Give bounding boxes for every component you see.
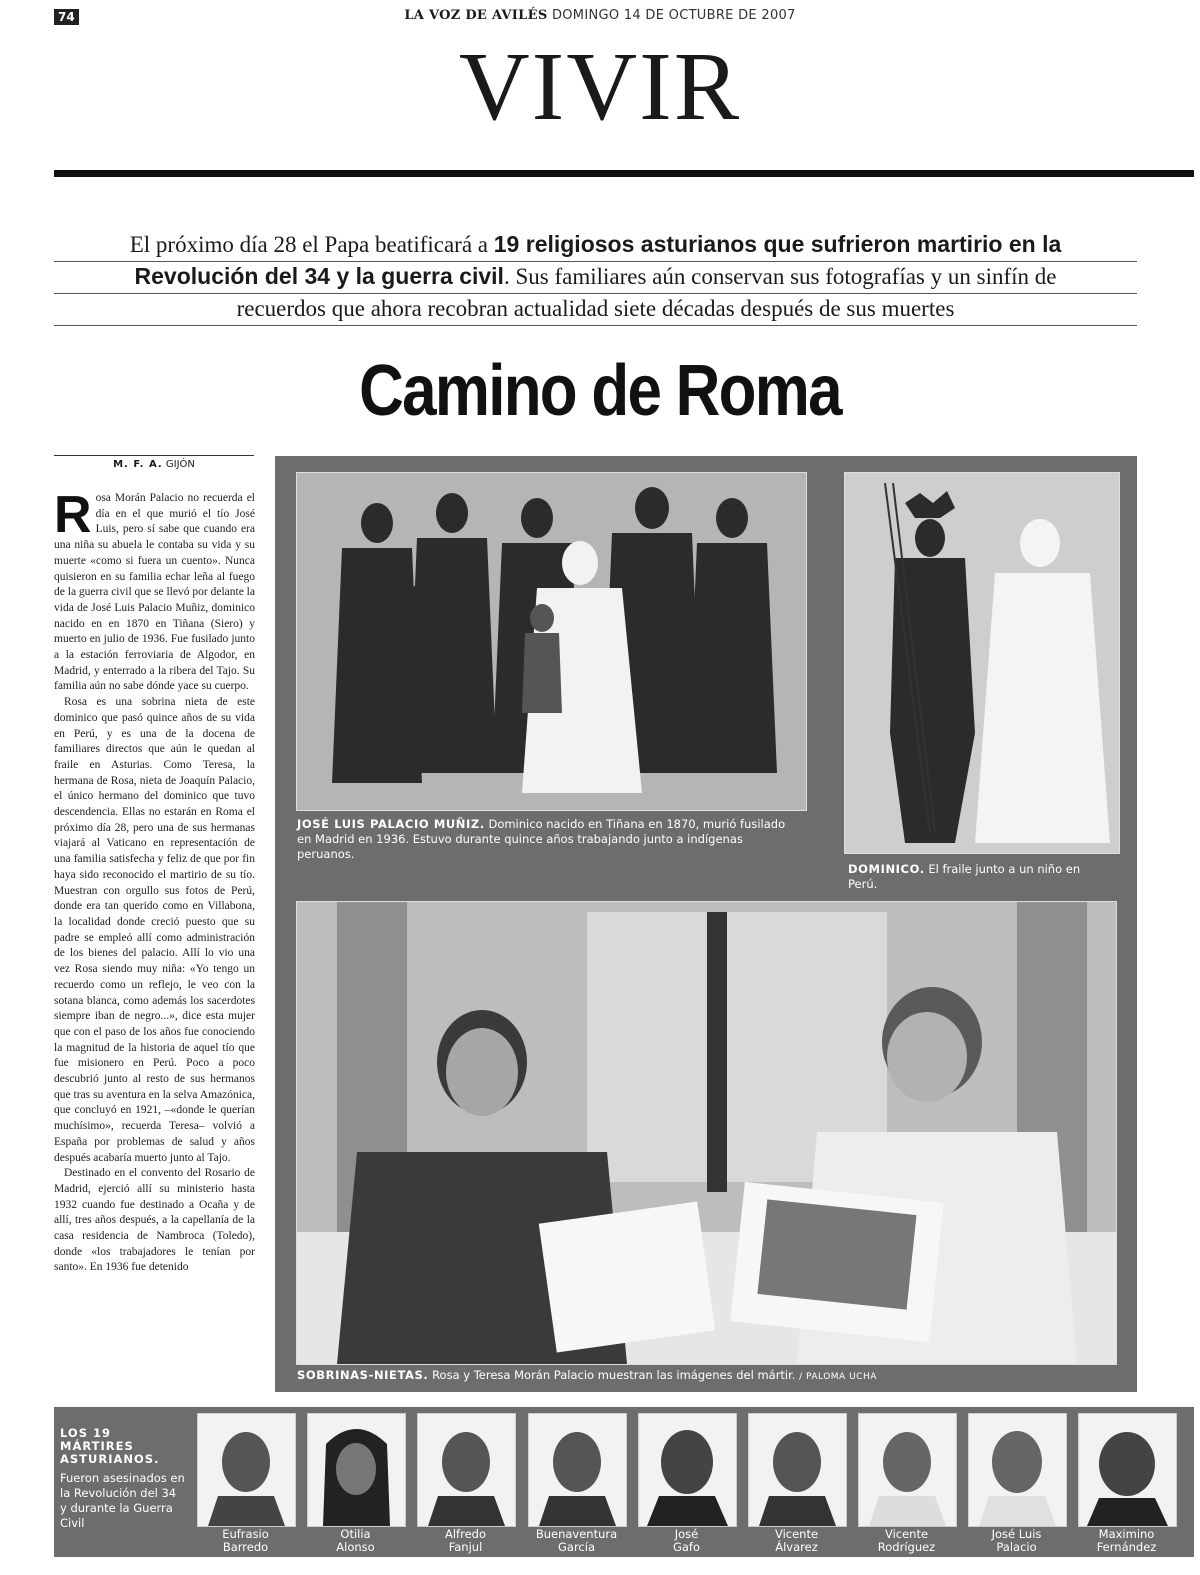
portrait-5 [638,1413,737,1527]
masthead-line [0,8,1200,23]
martyr-name-8 [965,1528,1068,1554]
martyr-last-name: Fernández [1096,1540,1157,1554]
martyr-first-name: Buenaventura [535,1527,618,1541]
martyr-last-name: Barredo [222,1540,269,1554]
sisters-photo [296,901,1117,1365]
caption-3-text: Rosa y Teresa Morán Palacio muestran las imágenes del mártir. [432,1368,796,1382]
byline [54,455,254,470]
martyr-first-name: Vicente [884,1527,929,1541]
deck-line2-text: . Sus familiares aún conservan sus fotografías y un sinfín de [503,264,1057,289]
deck-line-3 [54,294,1137,326]
deck-line3-text: recuerdos que ahora recobran actualidad siete décadas después de sus muertes [236,296,955,321]
caption-3-title: SOBRINAS-NIETAS. [297,1368,429,1382]
article-paragraph-1 [54,486,255,695]
byline-place: GIJÓN [165,459,195,470]
martyr-last-name: García [558,1540,595,1554]
martyr-name-7 [855,1528,958,1554]
deck-line1-bold: 19 religiosos asturianos que sufrieron martirio en la [493,231,1062,257]
section-rule [54,170,1194,177]
martyr-name-6 [745,1528,848,1554]
martyr-last-name: Álvarez [775,1540,818,1554]
portrait-2 [307,1413,406,1527]
martyr-name-9 [1075,1528,1178,1554]
portrait-3 [417,1413,516,1527]
section-title: VIVIR [458,33,742,141]
martyr-first-name: Eufrasio [222,1527,269,1541]
page-number: 74 [54,9,79,25]
caption-photo-1 [297,817,787,862]
portrait-9 [1078,1413,1177,1527]
photo-credit: / PALOMA UCHA [799,1372,877,1382]
byline-author: M. F. A. [113,459,163,470]
martyr-first-name: Vicente [774,1527,819,1541]
paragraph-1-text: osa Morán Palacio no recuerda el día en el que murió el tío José Luis, pero sí sabe que cuando era una niña su abuela le contaba su vida y su muerte «como si fuera un cuento». Nunca quisieron en su familia echar leña al fuego de la guerra civil que se llevó por delante la vida de José Luis Palacio Muñiz, dominico nacido en en 1870 en Tiñana (Siero) y muerto en julio de 1936. Fue fusilado junto a la estación ferroviaria de Algodor, en Madrid, y enterrado a la ribera del Tajo. Su familia aún no sabe dónde yace su cuerpo. [54,492,255,693]
deck-line-2 [54,262,1137,294]
group-photo-peru [296,472,807,811]
martyr-name-5 [635,1528,738,1554]
martyrs-description: Fueron asesinados en la Revolución del 34 y durante la Guerra Civil [60,1471,185,1530]
deck-line1-text: El próximo día 28 el Papa beatificará a [129,232,494,257]
martyr-first-name: José [674,1527,699,1541]
martyr-name-1 [194,1528,297,1554]
martyr-first-name: José Luis [991,1527,1042,1541]
headline: Camino de Roma [359,351,841,431]
deck-line-1 [54,230,1137,262]
drop-cap: R [54,486,92,544]
caption-1-title: JOSÉ LUIS PALACIO MUÑIZ. [297,817,485,831]
caption-1-text: Dominico nacido en Tiñana en 1870, murió fusilado en Madrid en 1936. Estuvo durante quince años trabajando junto a indígenas peruanos. [297,817,786,861]
martyr-last-name: Alonso [336,1540,375,1554]
caption-2-text: El fraile junto a un niño en Perú. [848,862,1081,891]
deck [54,230,1137,326]
martyr-first-name: Otilia [340,1527,371,1541]
martyrs-title: LOS 19 MÁRTIRES ASTURIANOS. [60,1426,160,1466]
portrait-8 [968,1413,1067,1527]
portrait-7 [858,1413,957,1527]
issue-date: DOMINGO 14 DE OCTUBRE DE 2007 [551,8,796,23]
portrait-1 [197,1413,296,1527]
caption-photo-3 [297,1368,1117,1385]
portrait-6 [748,1413,847,1527]
martyr-name-4 [525,1528,628,1554]
martyr-last-name: Rodríguez [877,1540,936,1554]
martyr-last-name: Fanjul [448,1540,483,1554]
martyr-last-name: Gafo [672,1540,701,1554]
martyr-name-2 [304,1528,407,1554]
newspaper-name: LA VOZ DE AVILÉS [404,8,548,23]
article-paragraph-3: Destinado en el convento del Rosario de Madrid, ejerció allí su ministerio hasta 1932 cuando fue destinado a Ocaña y de allí, tres años después, a la capellanía de la casa residencia de Nambroca (Toledo), donde «los trabajadores le tenían por santo». En 1936 fue detenido [54,1167,255,1274]
portrait-4 [528,1413,627,1527]
article-paragraph-2: Rosa es una sobrina nieta de este dominico que pasó quince años de su vida en Perú, y es una de la docena de familiares directos que aún le quedan al fraile en Asturias. Como Teresa, la hermana de Rosa, nieta de Joaquín Palacio, el único hermano del dominico que tuvo descendencia. Ellas no estarán en Roma el próximo día 28, pero una de sus hermanas viajará al Vaticano en representación de una familia satisfecha y feliz de que por fin haya sido reconocido el martirio de su tío. Muestran con orgullo sus fotos de Perú, donde era tan querido como en Villabona, la localidad donde creció puesto que su padre se empleó allí como administración de los bienes del palacio. Allí lo vio una vez Rosa siendo muy niña: «Yo tengo un recuerdo como un reflejo, le veo con la sotana blanca, como además los sacerdotes siempre iban de negro...», dice esta mujer que con el paso de los años fue conociendo la magnitud de la historia de aquel tío que fue misionero en Perú. Poco a poco descubrió junto al resto de sus hermanos que tras su aventura en la selva Amazónica, que concluyó en 1921, –«donde le querían muchísimo», recuerda Teresa– volvió a España por problemas de salud y años después acabaría muerto junto al Tajo. [54,696,255,1164]
caption-photo-2 [848,862,1103,892]
friar-with-child-photo [844,472,1120,854]
martyr-first-name: Alfredo [445,1527,486,1541]
martyr-first-name: Maximino [1098,1527,1155,1541]
martyr-last-name: Palacio [996,1540,1037,1554]
deck-line2-bold: Revolución del 34 y la guerra civil [134,263,504,289]
article-body [54,486,255,1276]
caption-2-title: DOMINICO. [848,862,925,876]
martyr-name-3 [414,1528,517,1554]
